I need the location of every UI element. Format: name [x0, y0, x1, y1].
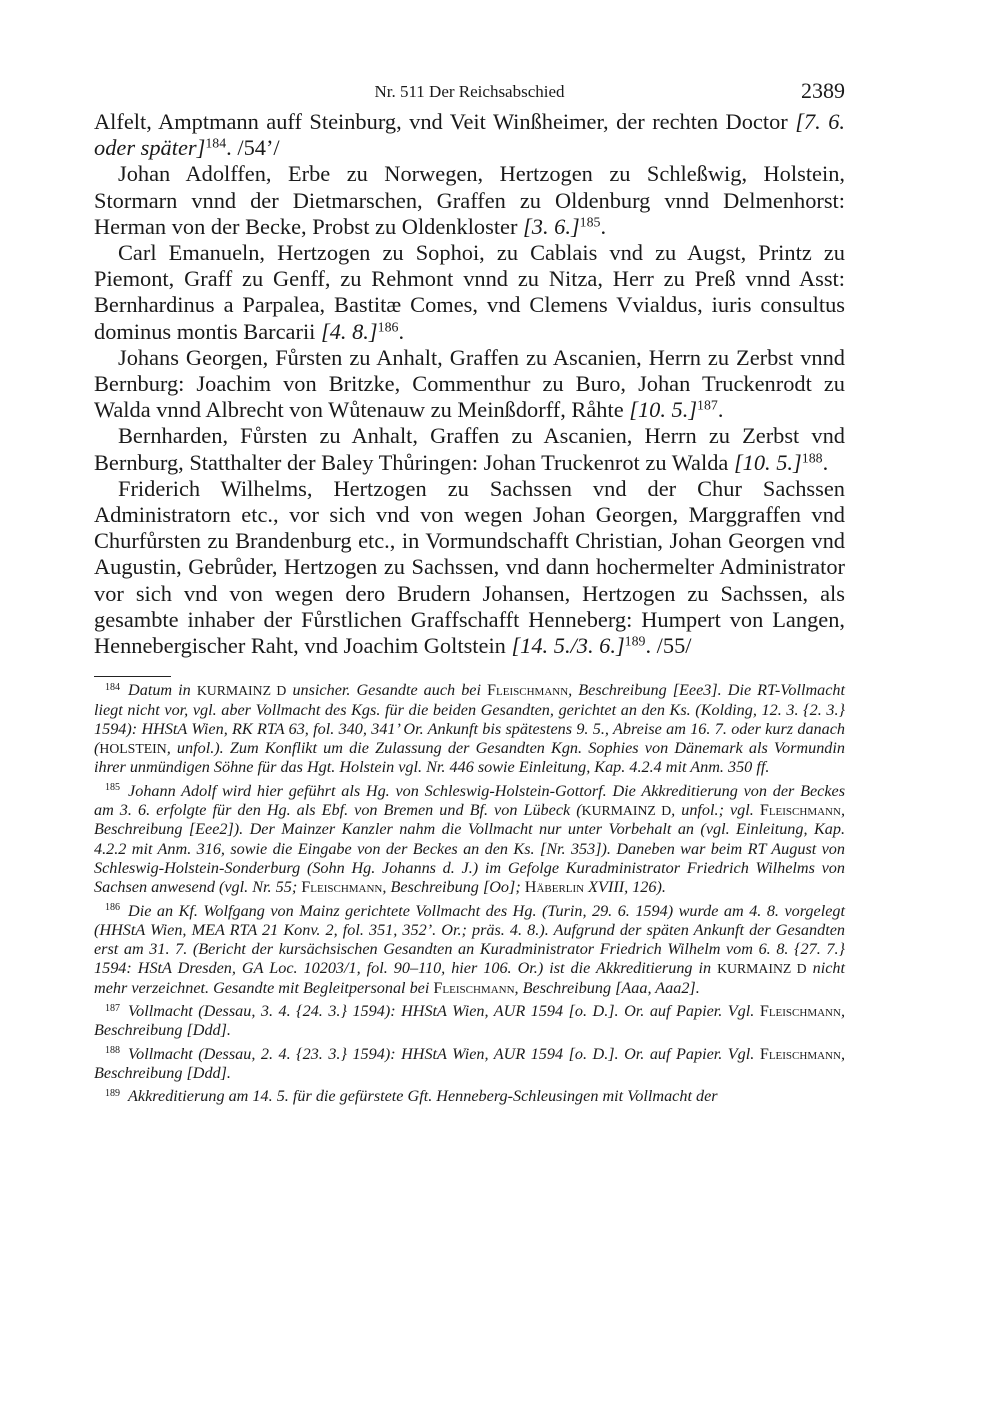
date-note: [14. 5./3. 6.]	[511, 633, 625, 659]
date-note: [3. 6.]	[523, 213, 580, 239]
footnote-number: 186	[105, 902, 121, 914]
page-number: 2389	[801, 78, 845, 103]
running-header	[94, 78, 845, 108]
footnote-186: $^{186}$ Die an Kf. Wolfgang von Mainz gerichtete Vollmacht des Hg. (Turin, 29. 6. 1594) wurde am 4. 8. vorgelegt (HHStA Wien, MEA RTA 21 Konv. 2, fol. 351, 352’. Or.; präs. 4. 8.). Aufgrund der späten Ankunft der Gesandten erst am 31. 7. (Bericht der kursächsischen Gesandten an Kuradministrator Friedrich Wilhelm vom 6. 8. {27. 7.} 1594: HStA Dresden, GA Loc. 10203/1, fol. 90–110, hier 106. Or.) ist die Akkreditierung in KURMAINZ D nicht mehr verzeichnet. Gesandte mit Begleitpersonal bei Fleischmann, Beschreibung [Aaa, Aaa2].	[94, 901, 845, 997]
footnote-number: 184	[105, 681, 121, 693]
paragraph-johann-georg: Johans Georgen, Fůrsten zu Anhalt, Graffen zu Ascanien, Herrn zu Zerbst vnnd Bernburg: Joachim von Britzke, Commenthur zu Buro, Johan Truckenrodt zu Walda vnnd Albrecht von Wůtenauw zu Meinßdorff, Råhte [10. 5.]$^{187}$.	[94, 344, 845, 423]
footnote-separator	[94, 676, 171, 677]
footnote-187: $^{187}$ Vollmacht (Dessau, 3. 4. {24. 3.} 1594): HHStA Wien, AUR 1594 [o. D.]. Or. auf Papier. Vgl. Fleischmann, Beschreibung [Ddd].	[94, 1002, 845, 1040]
footnote-ref: 185	[579, 215, 601, 231]
paragraph-carl-emanuel: Carl Emanueln, Hertzogen zu Sophoi, zu Cablais vnd zu Augst, Printz zu Piemont, Graff zu Genff, zu Rehmont vnnd zu Nitza, Herr zu Preß vnnd Asst: Bernhardinus a Parpalea, Bastitæ Comes, vnd Clemens Vvialdus, iuris consultus dominus montis Barcarii [4. 8.]$^{186}$.	[94, 240, 845, 344]
footnote-ref: 189	[624, 634, 646, 650]
footnote-ref: 188	[801, 451, 823, 467]
footnote-189: $^{189}$ Akkreditierung am 14. 5. für die gefürstete Gft. Henneberg-Schleusingen mit Vollmacht der	[105, 1087, 718, 1106]
date-note: [10. 5.]	[629, 397, 698, 423]
page	[94, 78, 845, 1111]
date-note: [4. 8.]	[321, 318, 378, 344]
paragraph-bernhard: Bernharden, Fůrsten zu Anhalt, Graffen zu Ascanien, Herrn zu Zerbst vnd Bernburg, Statthalter der Baley Thůringen: Johan Truckenrot zu Walda [10. 5.]$^{188}$.	[94, 423, 845, 475]
date-note: [7. 6. oder später]	[94, 109, 845, 161]
footnote-188: $^{188}$ Vollmacht (Dessau, 2. 4. {23. 3.} 1594): HHStA Wien, AUR 1594 [o. D.]. Or. auf Papier. Vgl. Fleischmann, Beschreibung [Ddd].	[94, 1044, 845, 1082]
footnote-ref: 187	[697, 398, 718, 414]
running-title: Nr. 511 Der Reichsabschied	[374, 82, 565, 101]
footnote-ref: 184	[205, 136, 227, 152]
paragraph-friedrich-wilhelm: Friderich Wilhelms, Hertzogen zu Sachssen vnd der Chur Sachssen Administratorn etc., vor sich vnd von wegen Johan Georgen, Marggraffen vnd Churfůrsten zu Brandenburg etc., in Vormundschafft Christian, Johan Georgen vnd Augustin, Gebrůder, Hertzogen zu Sachssen, vnd dann hochermelter Administrator vor sich vnd von wegen dero Brudern Johansen, Hertzogen zu Sachssen, als gesambte inhaber der Fůrstlichen Graffschafft Henneberg: Humpert von Langen, Hennebergischer Raht, vnd Joachim Goltstein [14. 5./3. 6.]$^{189}$. /55/	[94, 475, 845, 659]
footnote-number: 188	[105, 1045, 121, 1057]
footnote-185: $^{185}$ Johann Adolf wird hier geführt als Hg. von Schleswig-Holstein-Gottorf. Die Akkreditierung von der Beckes am 3. 6. erfolgte für den Hg. als Ebf. von Bremen und Bf. von Lübeck (KURMAINZ D, unfol.; vgl. Fleischmann, Beschreibung [Eee2]). Der Mainzer Kanzler nahm die Vollmacht nur unter Vorbehalt an (vgl. Einleitung, Kap. 4.2.2 mit Anm. 316, sowie die Eingabe von der Beckes an den Ks. [Nr. 353]). Daneben war beim RT August von Schleswig-Holstein-Sonderburg (Sohn Hg. Johanns d. J.) im Gefolge Kuradministrator Friedrich Wilhelms von Sachsen anwesend (vgl. Nr. 55; Fleischmann, Beschreibung [Oo]; Häberlin XVIII, 126).	[94, 781, 845, 897]
date-note: [10. 5.]	[733, 449, 802, 475]
paragraph-johan-adolf: Johan Adolffen, Erbe zu Norwegen, Hertzogen zu Schleßwig, Holstein, Stormarn vnnd der Dietmarschen, Graffen zu Oldenburg vnnd Delmenhorst: Herman von der Becke, Probst zu Oldenkloster [3. 6.]$^{185}$.	[94, 161, 845, 239]
main-text	[94, 109, 845, 659]
footnotes	[94, 681, 845, 1106]
footnote-number: 185	[105, 782, 121, 794]
paragraph-alfelt: Alfelt, Amptmann auff Steinburg, vnd Veit Winßheimer, der rechten Doctor [7. 6. oder später]$^{184}$. /54’/	[94, 109, 845, 161]
footnote-number: 187	[105, 1002, 121, 1014]
footnote-184: $^{184}$ Datum in KURMAINZ D unsicher. Gesandte auch bei Fleischmann, Beschreibung [Eee3]. Die RT-Vollmacht liegt nicht vor, vgl. aber Vollmacht des Kgs. für die beiden Gesandten, gerichtet an den Ks. (Kolding, 12. 3. {2. 3.} 1594): HHStA Wien, RK RTA 63, fol. 340, 341’ Or. Ankunft bis spätestens 9. 5., Abreise am 16. 7. oder kurz danach (HOLSTEIN, unfol.). Zum Konflikt um die Zulassung der Gesandten Kgn. Sophies von Dänemark als Vormundin ihrer unmündigen Söhne für das Hgt. Holstein vgl. Nr. 446 sowie Einleitung, Kap. 4.2.4 mit Anm. 350 ff.	[94, 681, 846, 777]
footnote-number: 189	[105, 1087, 121, 1099]
footnote-ref: 186	[377, 320, 399, 335]
